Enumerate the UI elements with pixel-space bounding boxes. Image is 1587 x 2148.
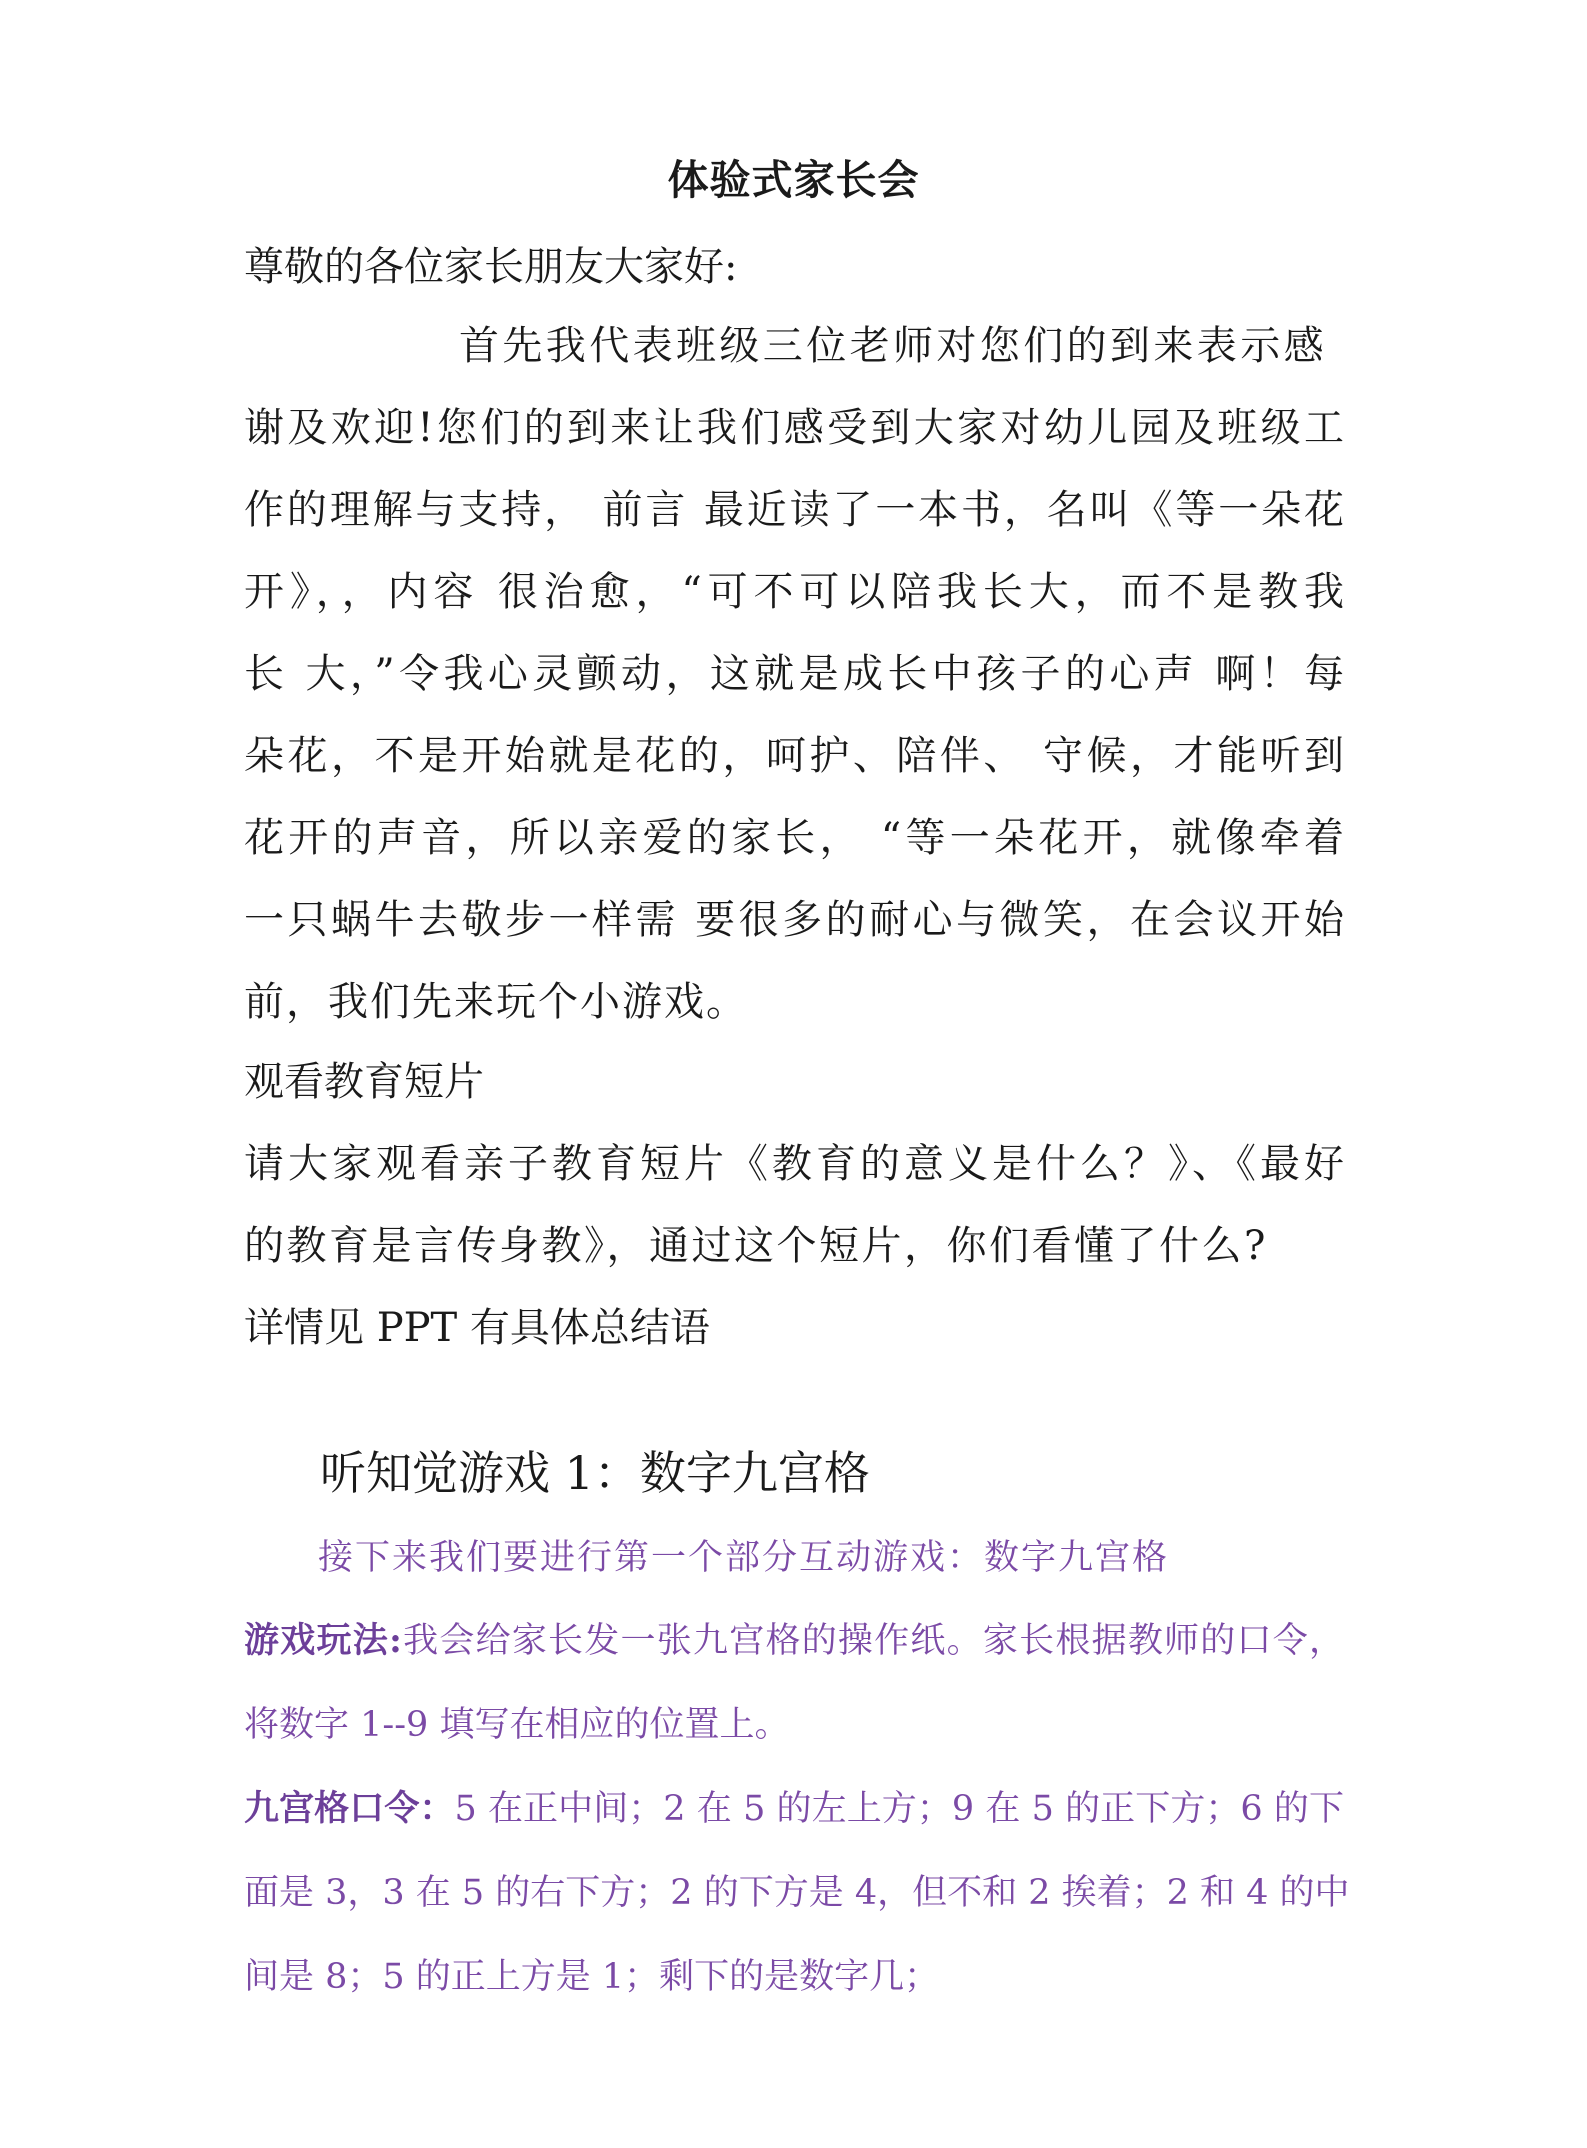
intro-line-4: 开》，，内容 很治愈，“可不可以陪我长大，而不是教我: [244, 569, 1344, 615]
commands-line-3: 间是 8；5 的正上方是 1；剩下的是数字几；: [244, 1957, 940, 1997]
video-line-1: 请大家观看亲子教育短片《教育的意义是什么？》、《最好: [244, 1141, 1344, 1187]
intro-line-2: 谢及欢迎!您们的到来让我们感受到大家对幼儿园及班级工: [244, 405, 1344, 451]
game-intro: 接下来我们要进行第一个部分互动游戏：数字九宫格: [318, 1538, 1170, 1578]
rules-label: 游戏玩法:: [244, 1620, 402, 1661]
greeting: 尊敬的各位家长朋友大家好:: [244, 244, 738, 290]
video-heading: 观看教育短片: [244, 1059, 484, 1105]
intro-line-7: 花开的声音，所以亲爱的家长， “等一朵花开，就像牵着: [244, 815, 1344, 861]
commands-line-1: [244, 1781, 1344, 1837]
rules-line-1: [244, 1613, 1344, 1669]
commands-line-2: 面是 3，3 在 5 的右下方；2 的下方是 4，但不和 2 挨着；2 和 4 的中: [244, 1873, 1350, 1913]
intro-line-6: 朵花，不是开始就是花的，呵护、陪伴、 守候，才能听到: [244, 733, 1344, 779]
commands-text-1: 5 在正中间；2 在 5 的左上方；9 在 5 的正下方；6 的下: [454, 1789, 1344, 1829]
rules-text-1: 我会给家长发一张九宫格的操作纸。家长根据教师的口令，: [401, 1621, 1344, 1661]
ppt-note: 详情见 PPT 有具体总结语: [244, 1305, 710, 1351]
intro-line-5: 长 大，”令我心灵颤动，这就是成长中孩子的心声 啊！每: [244, 651, 1344, 697]
video-line-2: 的教育是言传身教》，通过这个短片，你们看懂了什么?: [244, 1223, 1268, 1269]
intro-line-1: 首先我代表班级三位老师对您们的到来表示感: [459, 323, 1327, 369]
rules-line-2: 将数字 1--9 填写在相应的位置上。: [244, 1705, 790, 1745]
intro-line-3: 作的理解与支持， 前言 最近读了一本书，名叫《等一朵花: [244, 487, 1344, 533]
intro-line-9: 前，我们先来玩个小游戏。: [244, 979, 748, 1025]
game-heading: 听知觉游戏 1：数字九宫格: [320, 1446, 870, 1500]
document-title: 体验式家长会: [667, 156, 920, 204]
commands-label: 九宫格口令：: [244, 1788, 455, 1829]
intro-line-8: 一只蜗牛去敬步一样需 要很多的耐心与微笑，在会议开始: [244, 897, 1344, 943]
